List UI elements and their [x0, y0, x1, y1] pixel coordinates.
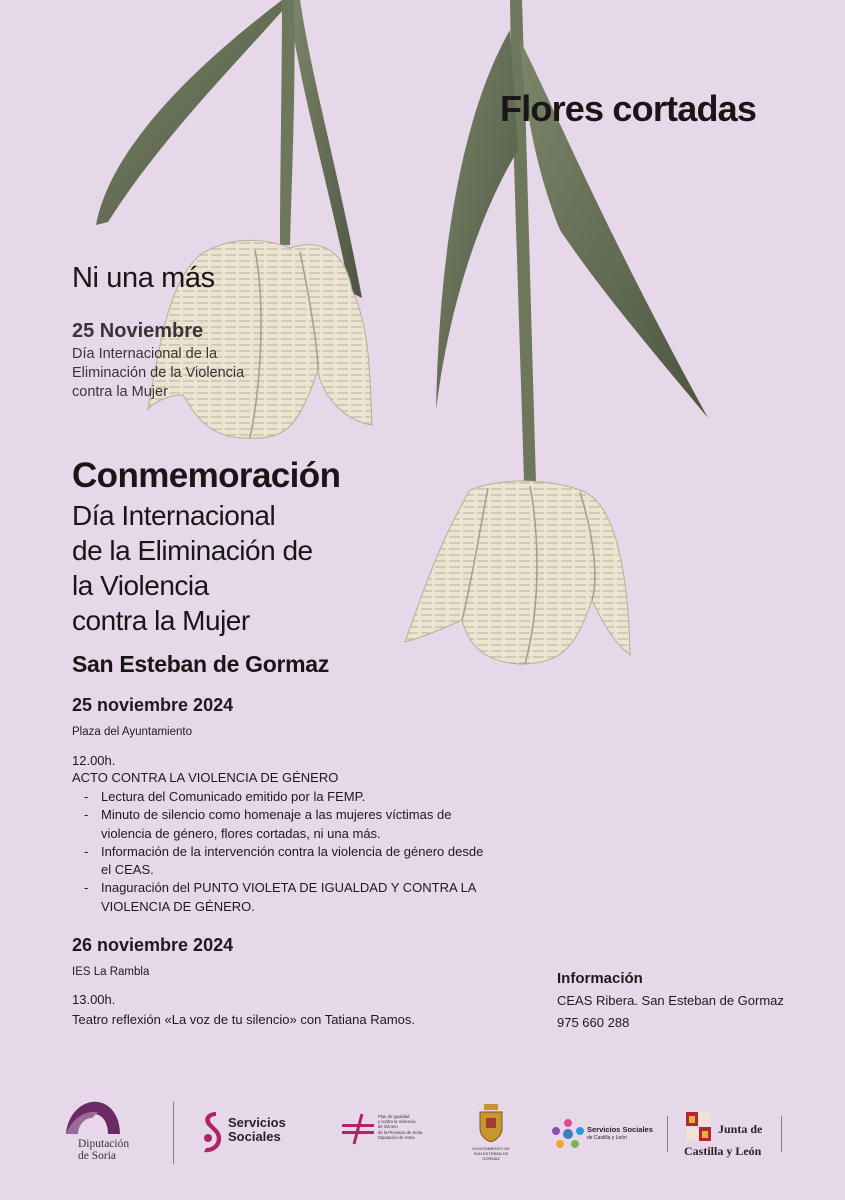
divider [781, 1116, 782, 1152]
poster-title: Flores cortadas [500, 88, 757, 129]
divider [667, 1116, 668, 1152]
cyl-servicios-line: Servicios Sociales [587, 1125, 653, 1134]
servicios-sociales-cyl-logo [551, 1118, 659, 1152]
info-location: CEAS Ribera. San Esteban de Gormaz [557, 993, 784, 1008]
subheadline-line: contra la Mujer [72, 605, 250, 636]
list-item: - Información de la intervención contra la violencia de género desde el CEAS. [84, 843, 484, 880]
junta-text-1: Junta de [718, 1122, 763, 1136]
date-description-line: contra la Mujer [72, 384, 168, 400]
junta-text-2: Castilla y León [684, 1144, 762, 1158]
date-description-line: Día Internacional de la [72, 346, 218, 362]
subheadline [72, 498, 392, 638]
plan-igualdad-logo [340, 1112, 440, 1152]
day2-time: 13.00h. [72, 992, 116, 1007]
day1-activities-list [84, 788, 484, 916]
plan-line: Diputación de Soria [378, 1134, 415, 1140]
ayuntamiento-line: SAN ESTEBAN DE GORMAZ [473, 1151, 509, 1161]
info-phone[interactable]: 975 660 288 [557, 1015, 630, 1030]
subheadline-line: la Violencia [72, 570, 209, 601]
junta-cyl-logo [684, 1110, 784, 1158]
list-item: - Minuto de silencio como homenaje a las mujeres víctimas de violencia de género, flores cortadas, ni una más. [84, 806, 484, 843]
diputacion-line: de Soria [78, 1150, 117, 1162]
diputacion-logo [60, 1098, 150, 1160]
slogan: Ni una más [72, 262, 215, 294]
list-item: - Inaguración del PUNTO VIOLETA DE IGUALDAD Y CONTRA LA VIOLENCIA DE GÉNERO. [84, 879, 484, 916]
day1-act-title: ACTO CONTRA LA VIOLENCIA DE GÉNERO [72, 770, 339, 785]
town-name: San Esteban de Gormaz [72, 651, 329, 677]
plan-line: Plan de Igualdad [378, 1114, 410, 1119]
equality-icon [340, 1112, 376, 1146]
list-item: - Lectura del Comunicado emitido por la FEMP. [84, 788, 484, 806]
date-description-line: Eliminación de la Violencia [72, 365, 245, 381]
junta-shield-icon [686, 1112, 712, 1144]
date-header: 25 Noviembre [72, 320, 204, 342]
cyl-servicios-line: de Castilla y León [587, 1135, 627, 1141]
day1-time: 12.00h. [72, 753, 116, 768]
headline: Conmemoración [72, 456, 341, 495]
plan-igualdad-text [378, 1114, 438, 1140]
servicios-line: Servicios [228, 1115, 286, 1130]
servicios-sociales-text [228, 1116, 286, 1144]
sponsor-logos [0, 1090, 845, 1170]
diputacion-line: Diputación [78, 1138, 130, 1150]
day1-date: 25 noviembre 2024 [72, 695, 234, 715]
day2-event: Teatro reflexión «La voz de tu silencio» con Tatiana Ramos. [72, 1012, 416, 1027]
plan-line: y contra la Violencia [378, 1119, 416, 1125]
servicios-sociales-logo [198, 1108, 308, 1158]
day2-venue: IES La Rambla [72, 966, 150, 978]
diputacion-arch-icon [62, 1098, 122, 1138]
date-description [72, 345, 312, 402]
divider [173, 1102, 174, 1164]
day2-date: 26 noviembre 2024 [72, 935, 234, 955]
ayuntamiento-text [466, 1146, 516, 1161]
ayuntamiento-logo [466, 1104, 516, 1164]
coat-of-arms-icon [478, 1104, 504, 1142]
info-heading: Información [557, 970, 643, 987]
ayuntamiento-line: AYUNTAMIENTO DE [472, 1146, 510, 1151]
servicios-sociales-icon [198, 1108, 224, 1156]
servicios-line: Sociales [228, 1129, 281, 1144]
people-circle-icon [551, 1118, 585, 1148]
plan-line: de Género [378, 1124, 398, 1130]
day1-venue: Plaza del Ayuntamiento [72, 726, 192, 738]
diputacion-text [78, 1138, 129, 1162]
subheadline-line: de la Eliminación de [72, 535, 313, 566]
plan-line: de la Provincia de Soria [378, 1129, 423, 1135]
servicios-sociales-cyl-text [587, 1126, 653, 1142]
subheadline-line: Día Internacional [72, 500, 276, 531]
